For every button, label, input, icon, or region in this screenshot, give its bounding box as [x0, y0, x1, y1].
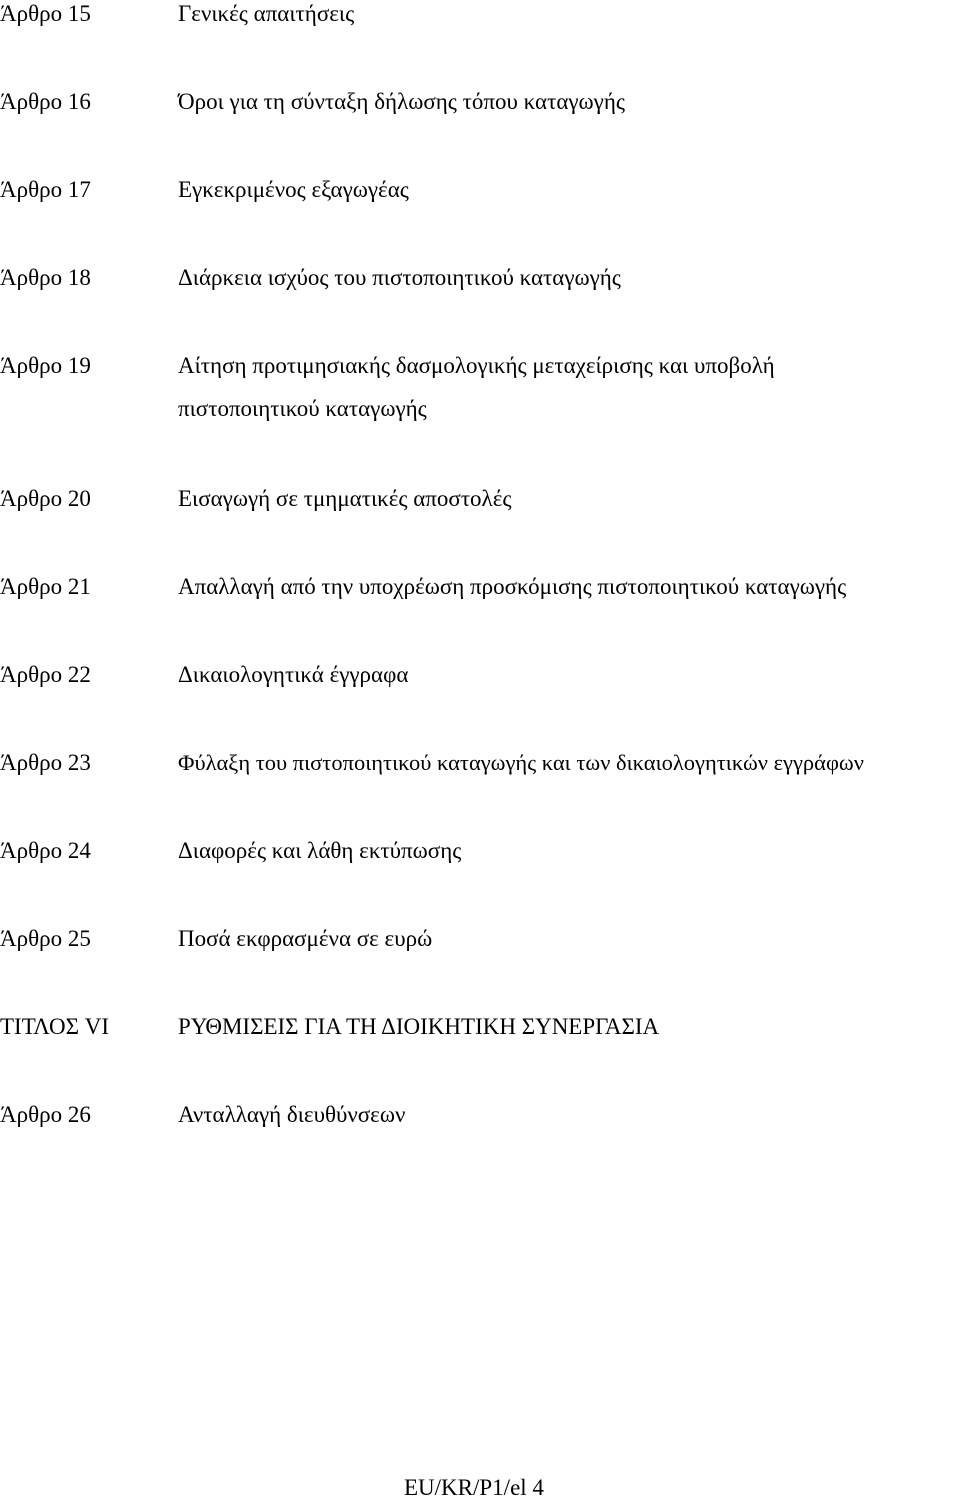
article-title: Απαλλαγή από την υποχρέωση προσκόμισης πιστοποιητικού καταγωγής — [178, 574, 847, 599]
article-number: Άρθρο 23 — [0, 750, 91, 775]
article-number: Άρθρο 26 — [0, 1102, 91, 1127]
article-title: Όροι για τη σύνταξη δήλωσης τόπου καταγωγής — [178, 89, 625, 114]
article-number: Άρθρο 24 — [0, 838, 91, 863]
article-title: Αίτηση προτιμησιακής δασμολογικής μεταχείρισης και υποβολή πιστοποιητικού καταγωγής — [178, 353, 775, 421]
title-heading: ΡΥΘΜΙΣΕΙΣ ΓΙΑ ΤΗ ΔΙΟΙΚΗΤΙΚΗ ΣΥΝΕΡΓΑΣΙΑ — [178, 1014, 660, 1039]
article-number: Άρθρο 21 — [0, 574, 91, 599]
article-number: Άρθρο 19 — [0, 353, 91, 378]
article-number: Άρθρο 17 — [0, 177, 91, 202]
title-number: ΤΙΤΛΟΣ VI — [0, 1014, 110, 1039]
article-title: Φύλαξη του πιστοποιητικού καταγωγής και των δικαιολογητικών εγγράφων — [178, 750, 864, 775]
article-number: Άρθρο 18 — [0, 265, 91, 290]
article-title: Γενικές απαιτήσεις — [178, 1, 355, 26]
page-reference: EU/KR/P1/el 4 — [404, 1475, 544, 1500]
article-title: Ανταλλαγή διευθύνσεων — [178, 1102, 406, 1127]
article-title: Ποσά εκφρασμένα σε ευρώ — [178, 926, 433, 951]
article-number: Άρθρο 25 — [0, 926, 91, 951]
article-title: Εισαγωγή σε τμηματικές αποστολές — [178, 486, 512, 511]
article-number: Άρθρο 20 — [0, 486, 91, 511]
article-number: Άρθρο 15 — [0, 1, 91, 26]
article-number: Άρθρο 16 — [0, 89, 91, 114]
article-title: Διαφορές και λάθη εκτύπωσης — [178, 838, 462, 863]
article-title: Διάρκεια ισχύος του πιστοποιητικού καταγωγής — [178, 265, 621, 290]
article-number: Άρθρο 22 — [0, 662, 91, 687]
article-title: Εγκεκριμένος εξαγωγέας — [178, 177, 409, 202]
article-title: Δικαιολογητικά έγγραφα — [178, 662, 409, 687]
